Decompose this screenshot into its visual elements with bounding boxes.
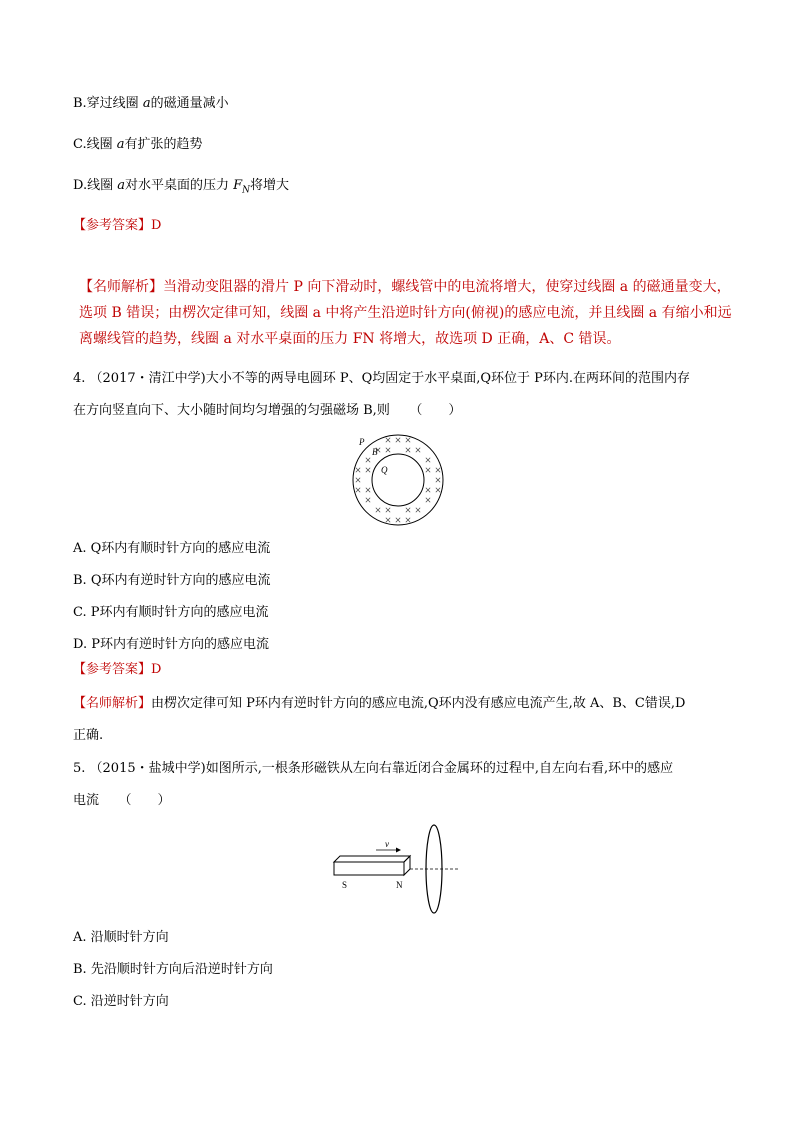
q4-option-c (73, 605, 269, 621)
q3-analysis-line1 (79, 279, 731, 295)
q5-option-c-text: C. 沿逆时针方向 (73, 994, 169, 1009)
q3-answer-label: 【参考答案】 (73, 218, 152, 233)
q3-answer-value: D (151, 218, 162, 233)
q3-option-b-prefix: B.穿过线圈 (73, 96, 143, 111)
label-q: Q (381, 465, 388, 475)
q3-analysis-text1: 当滑动变阻器的滑片 P 向下滑动时，螺线管中的电流将增大，使穿过线圈 a 的磁通量变大， (163, 279, 731, 295)
q3-analysis-line2 (79, 305, 732, 321)
q4-analysis-label: 【名师解析】 (73, 696, 152, 711)
label-b: B (372, 447, 378, 457)
q5-option-b (73, 962, 273, 978)
label-n: N (396, 880, 403, 890)
q3-option-c-var: a (116, 137, 125, 152)
magnet-side-face (404, 856, 410, 875)
q4-rings-figure (345, 430, 455, 530)
q3-option-d-force: F (233, 178, 243, 193)
q3-analysis-text3: 离螺线管的趋势，线圈 a 对水平桌面的压力 FN 将增大，故选项 D 正确，A、C 错误。 (79, 331, 621, 347)
q4-answer (73, 662, 161, 678)
label-p: P (359, 437, 365, 447)
label-s: S (342, 880, 348, 890)
q5-option-c (73, 994, 169, 1010)
q3-analysis-line3 (79, 331, 621, 347)
magnet-top-face (334, 856, 410, 862)
q4-option-b (73, 573, 270, 589)
q4-option-a (73, 541, 270, 557)
q3-option-c-prefix: C.线圈 (73, 137, 117, 152)
q3-option-b (73, 96, 229, 112)
outer-ring-p (353, 435, 443, 525)
q3-option-d (73, 178, 289, 199)
q4-answer-value: D (151, 662, 162, 677)
q4-option-b-text: B. Q环内有逆时针方向的感应电流 (73, 573, 271, 588)
label-v: v (385, 839, 389, 849)
q3-answer (73, 218, 161, 234)
q5-option-a (73, 930, 169, 946)
metal-ring (426, 825, 442, 913)
q4-analysis-text2: 正确. (73, 728, 104, 743)
q5-option-b-text: B. 先沿顺时针方向后沿逆时针方向 (73, 962, 273, 977)
q4-option-d (73, 637, 269, 653)
magnet-front-face (334, 862, 404, 875)
q4-option-c-text: C. P环内有顺时针方向的感应电流 (73, 605, 269, 620)
q4-option-a-text: A. Q环内有顺时针方向的感应电流 (73, 541, 271, 556)
q5-magnet-figure (330, 822, 465, 917)
q4-stem-line2 (73, 403, 461, 419)
q4-analysis-line1 (73, 696, 685, 712)
inner-ring-q (372, 454, 424, 506)
q5-stem-text1: 5. （2015・盐城中学)如图所示,一根条形磁铁从左向右靠近闭合金属环的过程中,自左向右看,环中的感应 (73, 761, 674, 776)
magnetic-field-marks (356, 438, 440, 522)
q3-option-b-var: a (142, 96, 151, 111)
q3-option-d-var: a (117, 178, 125, 193)
q4-stem-line1 (73, 371, 690, 387)
q3-option-d-mid: 对水平桌面的压力 (125, 178, 234, 193)
q3-option-d-force-sub: N (242, 185, 251, 196)
q5-stem-text2: 电流 （ ） (73, 793, 171, 808)
q4-analysis-line2 (73, 728, 103, 744)
q3-option-c-suffix: 有扩张的趋势 (124, 137, 203, 152)
q5-stem-line1 (73, 761, 673, 777)
q3-analysis-label: 【名师解析】 (79, 279, 163, 295)
q5-option-a-text: A. 沿顺时针方向 (73, 930, 169, 945)
q4-stem-text1: 4. （2017・清江中学)大小不等的两导电圆环 P、Q均固定于水平桌面,Q环位于 P环内.在两环间的范围内存 (73, 371, 691, 386)
q3-analysis-text2: 选项 B 错误；由楞次定律可知，线圈 a 中将产生沿逆时针方向(俯视)的感应电流，并且线圈 a 有缩小和远 (79, 305, 732, 321)
q4-stem-text2: 在方向竖直向下、大小随时间均匀增强的匀强磁场 B,则 （ ） (73, 403, 462, 418)
q3-option-b-suffix: 的磁通量减小 (150, 96, 229, 111)
q3-option-d-suffix: 将增大 (250, 178, 290, 193)
q3-option-d-prefix: D.线圈 (73, 178, 118, 193)
q4-analysis-text1: 由楞次定律可知 P环内有逆时针方向的感应电流,Q环内没有感应电流产生,故 A、B、C错误,D (151, 696, 686, 711)
q5-stem-line2 (73, 793, 171, 809)
q4-option-d-text: D. P环内有逆时针方向的感应电流 (73, 637, 269, 652)
velocity-arrow-head (396, 848, 401, 853)
q4-answer-label: 【参考答案】 (73, 662, 152, 677)
q3-option-c (73, 137, 203, 153)
